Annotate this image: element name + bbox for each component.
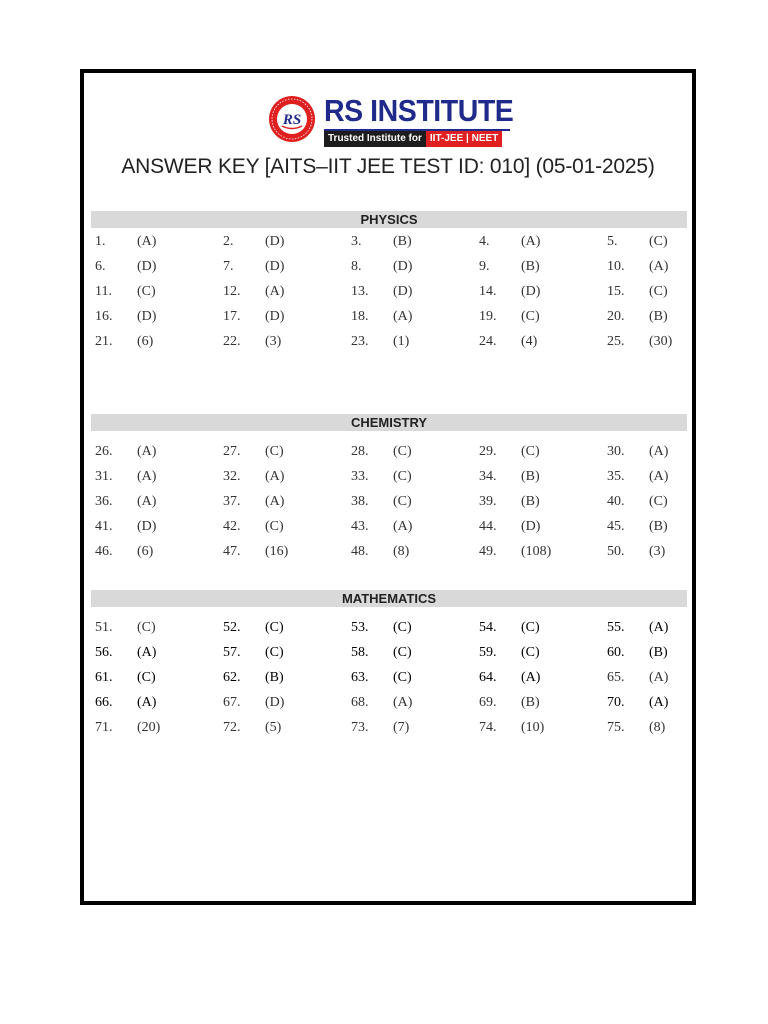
- answer-option: (C): [521, 309, 540, 324]
- question-number: 28.: [351, 444, 369, 459]
- question-number: 40.: [607, 494, 625, 509]
- question-number: 7.: [223, 259, 234, 274]
- question-number: 42.: [223, 519, 241, 534]
- question-number: 66.: [95, 695, 113, 710]
- question-number: 52.: [223, 620, 241, 635]
- question-number: 57.: [223, 645, 241, 660]
- answer-option: (30): [649, 334, 673, 349]
- question-number: 38.: [351, 494, 369, 509]
- question-number: 5.: [607, 234, 618, 249]
- question-number: 45.: [607, 519, 625, 534]
- question-number: 25.: [607, 334, 625, 349]
- seal-monogram: RS: [282, 112, 302, 128]
- section-header-chemistry: CHEMISTRY: [91, 414, 687, 431]
- question-number: 35.: [607, 469, 625, 484]
- answer-row: [91, 233, 687, 258]
- institute-seal-icon: [268, 95, 316, 143]
- answer-row: [91, 543, 687, 568]
- answer-option: (D): [265, 695, 285, 710]
- answer-option: (B): [521, 259, 540, 274]
- question-number: 39.: [479, 494, 497, 509]
- question-number: 37.: [223, 494, 241, 509]
- question-number: 6.: [95, 259, 106, 274]
- brand-name: RS INSTITUTE: [324, 93, 514, 128]
- answer-grid-mathematics: [91, 619, 687, 744]
- answer-option: (A): [137, 469, 157, 484]
- answer-option: (D): [137, 519, 157, 534]
- answer-option: (C): [393, 670, 412, 685]
- answer-option: (8): [393, 544, 410, 559]
- answer-option: (A): [649, 695, 669, 710]
- question-number: 65.: [607, 670, 625, 685]
- answer-option: (C): [265, 444, 284, 459]
- question-number: 1.: [95, 234, 106, 249]
- answer-option: (10): [521, 720, 545, 735]
- answer-grid-physics: [91, 233, 687, 358]
- question-number: 15.: [607, 284, 625, 299]
- answer-option: (A): [649, 620, 669, 635]
- question-number: 21.: [95, 334, 113, 349]
- question-number: 32.: [223, 469, 241, 484]
- answer-row: [91, 694, 687, 719]
- question-number: 2.: [223, 234, 234, 249]
- question-number: 56.: [95, 645, 113, 660]
- question-number: 17.: [223, 309, 241, 324]
- question-number: 75.: [607, 720, 625, 735]
- answer-option: (A): [649, 444, 669, 459]
- answer-option: (A): [649, 469, 669, 484]
- question-number: 60.: [607, 645, 625, 660]
- answer-option: (108): [521, 544, 552, 559]
- section-header-mathematics: MATHEMATICS: [91, 590, 687, 607]
- question-number: 8.: [351, 259, 362, 274]
- answer-row: [91, 518, 687, 543]
- question-number: 27.: [223, 444, 241, 459]
- answer-option: (D): [393, 284, 413, 299]
- answer-option: (C): [649, 234, 668, 249]
- answer-option: (B): [521, 695, 540, 710]
- answer-option: (D): [265, 234, 285, 249]
- institute-logo: [268, 93, 518, 145]
- answer-grid-chemistry: [91, 443, 687, 568]
- question-number: 41.: [95, 519, 113, 534]
- tagline-prefix: Trusted Institute for: [324, 131, 426, 147]
- answer-option: (D): [137, 259, 157, 274]
- answer-option: (7): [393, 720, 410, 735]
- answer-option: (C): [137, 620, 156, 635]
- answer-option: (20): [137, 720, 161, 735]
- answer-option: (A): [137, 444, 157, 459]
- question-number: 47.: [223, 544, 241, 559]
- question-number: 72.: [223, 720, 241, 735]
- answer-option: (D): [137, 309, 157, 324]
- answer-option: (B): [265, 670, 284, 685]
- question-number: 58.: [351, 645, 369, 660]
- answer-row: [91, 644, 687, 669]
- question-number: 44.: [479, 519, 497, 534]
- question-number: 11.: [95, 284, 112, 299]
- answer-option: (D): [521, 284, 541, 299]
- answer-option: (6): [137, 334, 154, 349]
- question-number: 48.: [351, 544, 369, 559]
- answer-option: (C): [265, 519, 284, 534]
- question-number: 33.: [351, 469, 369, 484]
- question-number: 3.: [351, 234, 362, 249]
- answer-option: (A): [393, 695, 413, 710]
- question-number: 20.: [607, 309, 625, 324]
- answer-option: (A): [521, 670, 541, 685]
- brand-tagline: [324, 131, 502, 147]
- question-number: 29.: [479, 444, 497, 459]
- answer-option: (A): [393, 519, 413, 534]
- answer-option: (C): [521, 620, 540, 635]
- question-number: 10.: [607, 259, 625, 274]
- answer-option: (C): [393, 494, 412, 509]
- answer-row: [91, 333, 687, 358]
- question-number: 34.: [479, 469, 497, 484]
- question-number: 73.: [351, 720, 369, 735]
- answer-option: (C): [521, 645, 540, 660]
- answer-option: (A): [137, 234, 157, 249]
- question-number: 46.: [95, 544, 113, 559]
- question-number: 54.: [479, 620, 497, 635]
- question-number: 55.: [607, 620, 625, 635]
- answer-option: (C): [393, 469, 412, 484]
- answer-option: (A): [521, 234, 541, 249]
- answer-option: (3): [265, 334, 282, 349]
- answer-option: (A): [265, 469, 285, 484]
- question-number: 23.: [351, 334, 369, 349]
- question-number: 74.: [479, 720, 497, 735]
- answer-row: [91, 468, 687, 493]
- question-number: 31.: [95, 469, 113, 484]
- question-number: 4.: [479, 234, 490, 249]
- answer-option: (C): [137, 670, 156, 685]
- answer-option: (C): [521, 444, 540, 459]
- answer-option: (D): [265, 259, 285, 274]
- answer-option: (B): [393, 234, 412, 249]
- answer-row: [91, 493, 687, 518]
- answer-option: (B): [649, 519, 668, 534]
- question-number: 61.: [95, 670, 113, 685]
- answer-row: [91, 283, 687, 308]
- answer-option: (A): [649, 259, 669, 274]
- answer-row: [91, 719, 687, 744]
- question-number: 62.: [223, 670, 241, 685]
- answer-option: (D): [393, 259, 413, 274]
- answer-option: (8): [649, 720, 666, 735]
- question-number: 49.: [479, 544, 497, 559]
- answer-option: (A): [393, 309, 413, 324]
- answer-option: (B): [521, 469, 540, 484]
- answer-option: (C): [649, 494, 668, 509]
- answer-option: (1): [393, 334, 410, 349]
- answer-option: (6): [137, 544, 154, 559]
- question-number: 69.: [479, 695, 497, 710]
- answer-row: [91, 258, 687, 283]
- answer-option: (C): [265, 645, 284, 660]
- question-number: 70.: [607, 695, 625, 710]
- answer-row: [91, 669, 687, 694]
- question-number: 18.: [351, 309, 369, 324]
- answer-option: (C): [137, 284, 156, 299]
- question-number: 13.: [351, 284, 369, 299]
- question-number: 59.: [479, 645, 497, 660]
- question-number: 53.: [351, 620, 369, 635]
- answer-option: (C): [649, 284, 668, 299]
- question-number: 12.: [223, 284, 241, 299]
- answer-option: (5): [265, 720, 282, 735]
- answer-option: (A): [137, 494, 157, 509]
- question-number: 22.: [223, 334, 241, 349]
- answer-option: (A): [137, 695, 157, 710]
- question-number: 68.: [351, 695, 369, 710]
- section-header-physics: PHYSICS: [91, 211, 687, 228]
- answer-option: (C): [393, 444, 412, 459]
- answer-row: [91, 619, 687, 644]
- answer-option: (4): [521, 334, 538, 349]
- answer-option: (B): [649, 645, 668, 660]
- question-number: 24.: [479, 334, 497, 349]
- question-number: 16.: [95, 309, 113, 324]
- answer-option: (3): [649, 544, 666, 559]
- question-number: 19.: [479, 309, 497, 324]
- answer-option: (A): [265, 494, 285, 509]
- question-number: 30.: [607, 444, 625, 459]
- question-number: 9.: [479, 259, 490, 274]
- answer-option: (A): [649, 670, 669, 685]
- answer-option: (A): [265, 284, 285, 299]
- question-number: 26.: [95, 444, 113, 459]
- question-number: 64.: [479, 670, 497, 685]
- answer-row: [91, 443, 687, 468]
- question-number: 63.: [351, 670, 369, 685]
- answer-option: (D): [521, 519, 541, 534]
- answer-option: (D): [265, 309, 285, 324]
- question-number: 36.: [95, 494, 113, 509]
- answer-key-sheet: [80, 69, 696, 905]
- answer-option: (B): [521, 494, 540, 509]
- answer-option: (C): [265, 620, 284, 635]
- answer-option: (B): [649, 309, 668, 324]
- answer-option: (C): [393, 645, 412, 660]
- answer-option: (16): [265, 544, 289, 559]
- answer-option: (A): [137, 645, 157, 660]
- answer-option: (C): [393, 620, 412, 635]
- question-number: 43.: [351, 519, 369, 534]
- page-title: ANSWER KEY [AITS–IIT JEE TEST ID: 010] (05-01-2025): [121, 155, 655, 178]
- question-number: 50.: [607, 544, 625, 559]
- question-number: 71.: [95, 720, 113, 735]
- tagline-highlight: IIT-JEE | NEET: [426, 131, 502, 147]
- question-number: 51.: [95, 620, 113, 635]
- question-number: 14.: [479, 284, 497, 299]
- question-number: 67.: [223, 695, 241, 710]
- answer-row: [91, 308, 687, 333]
